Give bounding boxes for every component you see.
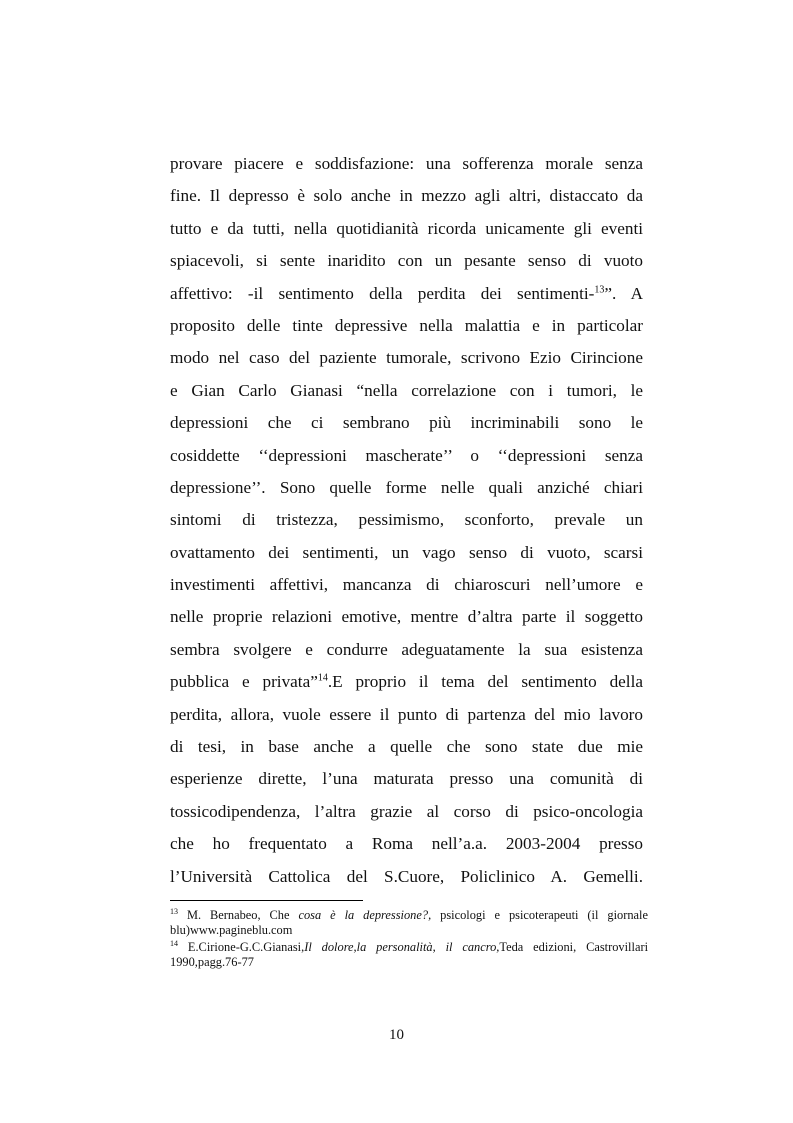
body-line [170,828,643,860]
footnote-13 [170,908,648,938]
body-line [170,537,643,569]
body-line [170,861,643,893]
body-line [170,407,643,439]
body-line-text: perdita, allora, vuole essere il punto di partenza del mio lavoro [170,704,643,724]
body-line [170,375,643,407]
footnote-title: Il dolore,la personalità, il cancro, [304,940,500,954]
body-line-text: che ho frequentato a Roma nell’a.a. 2003-2004 presso [170,834,643,854]
body-line-text: esperienze dirette, l’una maturata presso una comunità di [170,769,643,789]
body-line [170,569,643,601]
line-text-before: pubblica e privata” [170,672,318,692]
body-line-text: fine. Il depresso è solo anche in mezzo agli altri, distaccato da [170,186,643,206]
body-line-text: depressione’’. Sono quelle forme nelle quali anziché chiari [170,477,643,497]
footnote-reference: 14 [317,672,328,684]
body-line [170,763,643,795]
body-line-text: sembra svolgere e condurre adeguatamente la sua esistenza [170,639,643,659]
body-line-text: tossicodipendenza, l’altra grazie al corso di psico-oncologia [170,801,643,821]
body-line-text: ovattamento dei sentimenti, un vago senso di vuoto, scarsi [170,542,643,562]
footnote-number: 14 [170,938,178,948]
body-line-text: provare piacere e soddisfazione: una sofferenza morale senza [170,154,643,173]
body-line [170,601,643,633]
body-line-text: spiacevoli, si sente inaridito con un pesante senso di vuoto [170,251,643,271]
footnote-reference: 13 [594,283,605,295]
body-line [170,245,643,277]
body-line [170,472,643,504]
body-line [170,666,643,698]
footnote-author: M. Bernabeo, Che [186,908,299,922]
body-line [170,213,643,245]
body-line-text: nelle proprie relazioni emotive, mentre d’altra parte il soggetto [170,607,643,627]
body-line-text: tutto e da tutti, nella quotidianità ricorda unicamente gli eventi [170,218,643,238]
body-line-text: cosiddette ‘‘depressioni mascherate’’ o ‘‘depressioni senza [170,445,643,465]
body-text [170,148,643,893]
line-text-before: affettivo: -il sentimento della perdita dei sentimenti- [170,283,595,303]
body-line-text [170,666,643,698]
footnote-title: cosa è la depressione?, [298,908,432,922]
body-line-text [170,278,643,310]
body-line [170,180,643,212]
body-line [170,504,643,536]
body-line [170,342,643,374]
footnote-14 [170,940,648,970]
line-text-after: .E proprio il tema del sentimento della [327,672,643,692]
page-number: 10 [389,1027,404,1043]
body-line-text: modo nel caso del paziente tumorale, scrivono Ezio Cirincione [170,348,643,368]
footnote-author: E.Cirione-G.C.Gianasi, [187,940,305,954]
footnote-number: 13 [170,906,178,916]
body-line-text: e Gian Carlo Gianasi “nella correlazione con i tumori, le [170,380,643,400]
body-line [170,731,643,763]
footnotes [170,908,648,972]
footnote-details: psicologi e psicoterapeuti (il giornale blu)www.pagineblu.com [170,908,648,937]
body-line [170,310,643,342]
body-line-text: di tesi, in base anche a quelle che sono state due mie [170,737,643,757]
body-line-text: depressioni che ci sembrano più incriminabili sono le [170,413,643,433]
body-line [170,148,643,180]
body-line-text: proposito delle tinte depressive nella malattia e in particolar [170,315,643,335]
body-line-text: l’Università Cattolica del S.Cuore, Policlinico A. Gemelli. [170,866,643,886]
line-text-after: ”. A [604,283,644,303]
body-line [170,634,643,666]
footnote-details: Teda edizioni, Castrovillari 1990,pagg.76-77 [170,940,649,969]
body-line-text: sintomi di tristezza, pessimismo, sconforto, prevale un [170,510,643,530]
body-line [170,440,643,472]
body-line [170,699,643,731]
footnote-separator [170,900,363,901]
body-line-text: investimenti affettivi, mancanza di chiaroscuri nell’umore e [170,575,643,595]
body-line [170,796,643,828]
body-line [170,278,643,310]
